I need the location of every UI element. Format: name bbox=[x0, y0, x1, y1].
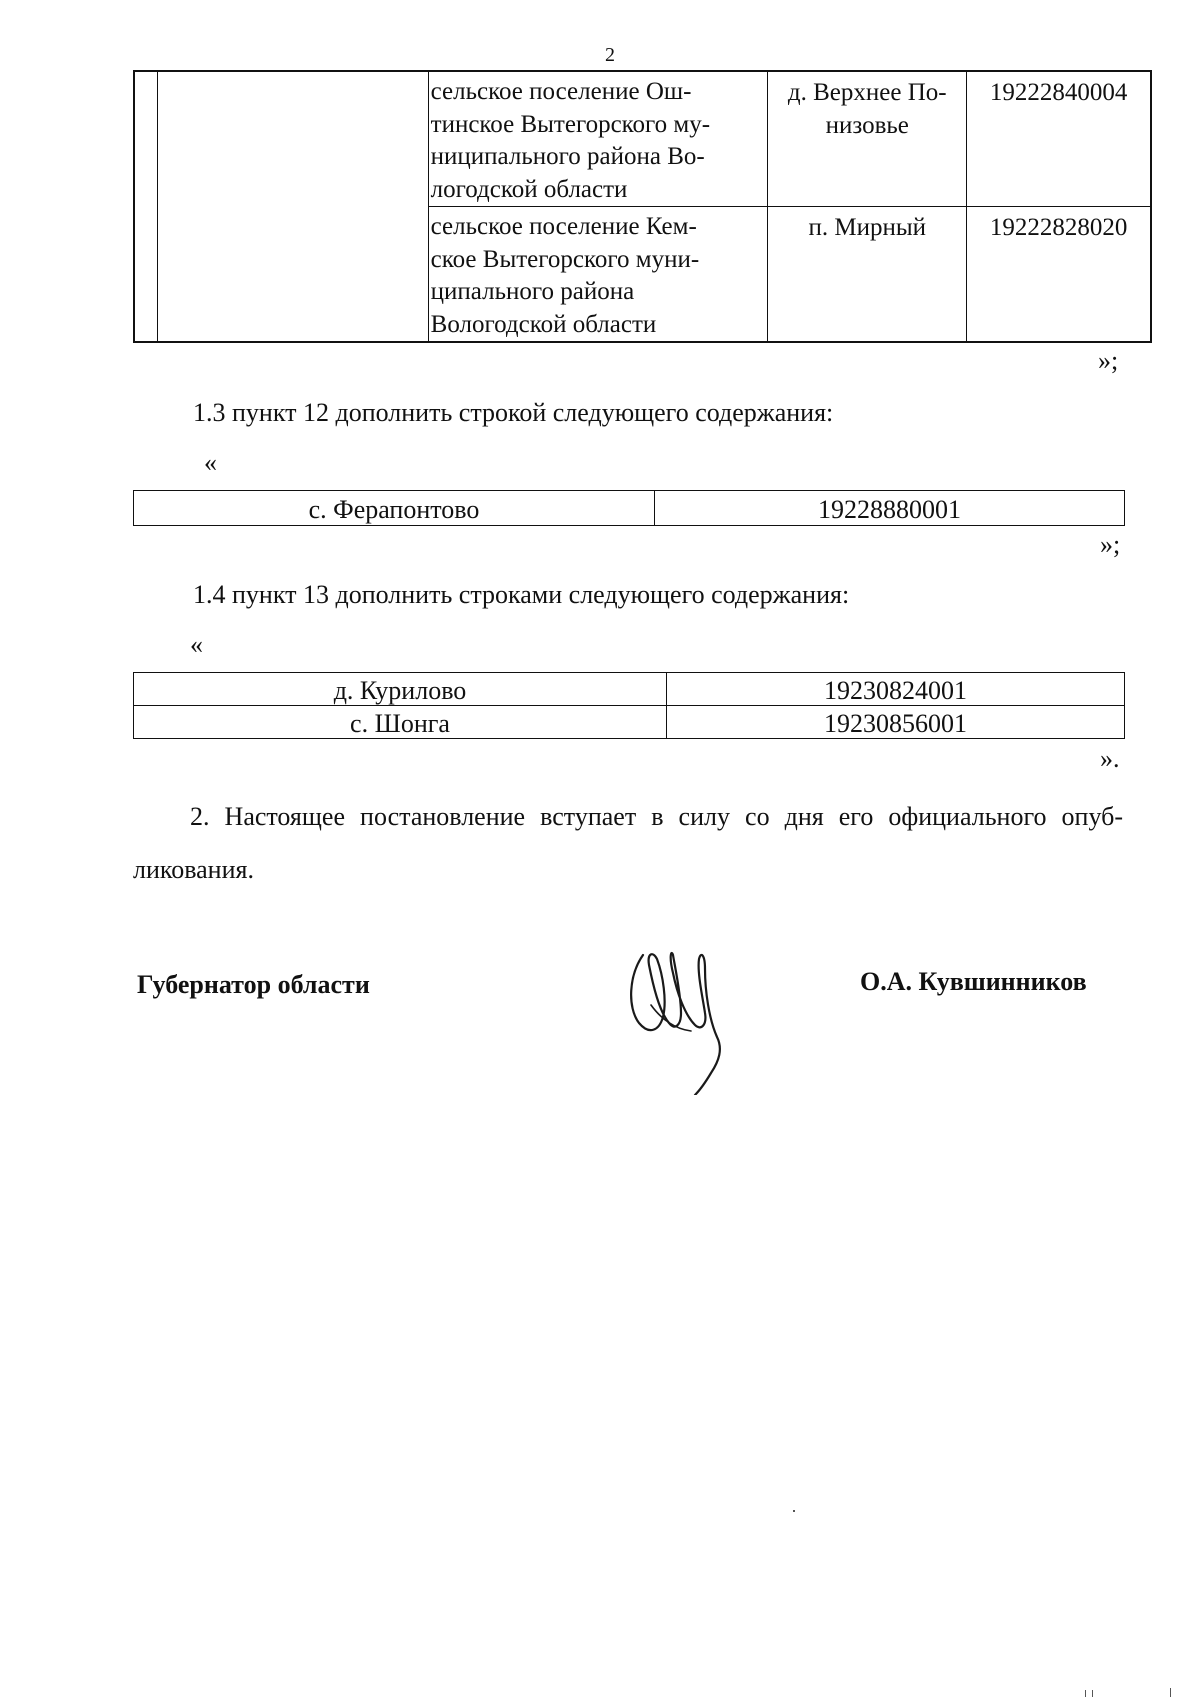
table-cell-district bbox=[157, 207, 428, 343]
scan-mark bbox=[1170, 1688, 1171, 1697]
settlement-name: д. Курилово bbox=[134, 673, 667, 706]
table-cell-index bbox=[134, 71, 157, 207]
settlement-code: 19222840004 bbox=[989, 79, 1128, 106]
scan-mark bbox=[1085, 1690, 1086, 1697]
opening-quote: « bbox=[190, 630, 203, 659]
opening-quote: « bbox=[204, 448, 217, 477]
section-1-3-table bbox=[133, 490, 1125, 526]
municipality-name: сельское поселение Кем- ское Вытегорского муни- ципального района Вологодской области bbox=[430, 213, 700, 338]
table-cell-index bbox=[134, 207, 157, 343]
table-cell-code bbox=[967, 207, 1151, 343]
section-1-3-text: 1.3 пункт 12 дополнить строкой следующего содержания: bbox=[193, 398, 834, 427]
settlements-table-continued bbox=[133, 70, 1152, 343]
table-cell-municipality bbox=[428, 71, 768, 207]
settlement-name: д. Верхнее По- низовье bbox=[787, 79, 947, 139]
section-1-4-text: 1.4 пункт 13 дополнить строками следующего содержания: bbox=[193, 580, 850, 609]
settlement-code: 19230824001 bbox=[667, 673, 1125, 706]
closing-quote: ». bbox=[1100, 744, 1120, 773]
signer-name: О.А. Кувшинников bbox=[860, 967, 1087, 996]
municipality-name: сельское поселение Ош- тинское Вытегорского му- ниципального района Во- логодской области bbox=[430, 78, 711, 203]
signer-title: Губернатор области bbox=[137, 970, 370, 999]
settlement-code: 19228880001 bbox=[655, 491, 1125, 526]
table-row bbox=[134, 491, 1125, 526]
table-cell-code bbox=[967, 71, 1151, 207]
section-2-text: 2. Настоящее постановление вступает в силу со дня его официального опуб-ликования. bbox=[133, 802, 1123, 884]
table-row bbox=[134, 207, 1151, 343]
settlement-name: с. Шонга bbox=[134, 706, 667, 739]
settlement-code: 19222828020 bbox=[989, 214, 1128, 241]
table-row bbox=[134, 71, 1151, 207]
settlement-name: п. Мирный bbox=[808, 214, 927, 241]
table-cell-municipality bbox=[428, 207, 768, 343]
table-row bbox=[134, 706, 1125, 739]
scan-mark bbox=[1092, 1690, 1093, 1697]
section-1-4-table bbox=[133, 672, 1125, 739]
closing-quote: »; bbox=[1098, 346, 1119, 375]
settlement-code: 19230856001 bbox=[667, 706, 1125, 739]
scan-speck bbox=[793, 1510, 795, 1512]
page-number: 2 bbox=[605, 44, 615, 66]
handwritten-signature-icon bbox=[625, 945, 755, 1095]
table-row bbox=[134, 673, 1125, 706]
closing-quote: »; bbox=[1100, 530, 1121, 559]
settlement-name: с. Ферапонтово bbox=[134, 491, 655, 526]
table-cell-district bbox=[157, 71, 428, 207]
table-cell-settlement bbox=[768, 71, 967, 207]
table-cell-settlement bbox=[768, 207, 967, 343]
